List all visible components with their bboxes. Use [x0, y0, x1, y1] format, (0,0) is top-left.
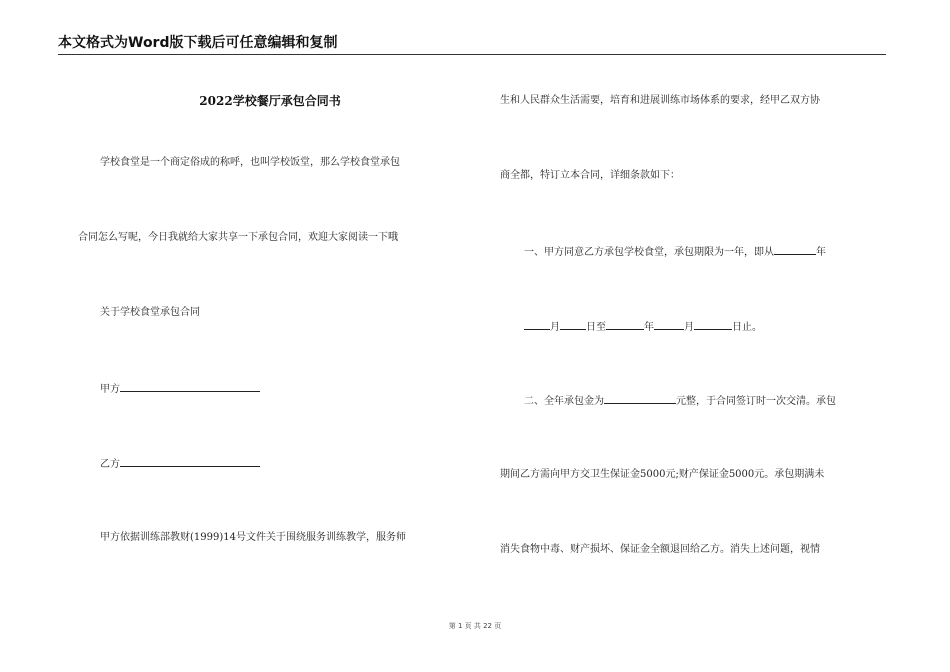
- document-title: 2022学校餐厅承包合同书: [199, 94, 341, 108]
- start-month-label: 月: [550, 322, 560, 333]
- end-month-blank: [654, 319, 684, 330]
- right-line-7: 消失食物中毒、财产损坏、保证金全额退回给乙方。消失上述问题，视情: [500, 544, 820, 555]
- end-year-blank: [606, 319, 644, 330]
- right-clause-1-line-1: [524, 244, 826, 260]
- right-clause-2-line-1: [524, 393, 836, 409]
- right-line-6: 期间乙方需向甲方交卫生保证金5000元;财产保证金5000元。承包期满未: [500, 469, 825, 480]
- annual-fee-blank: [604, 393, 676, 404]
- party-a-line: [100, 381, 260, 397]
- party-b-label: 乙方: [100, 459, 120, 470]
- end-month-label: 月: [684, 322, 694, 333]
- clause-1-text: 一、甲方同意乙方承包学校食堂，承包期限为一年，即从: [524, 247, 774, 258]
- end-year-label: 年: [644, 322, 654, 333]
- end-day-blank: [694, 319, 732, 330]
- clause-1-year: 年: [816, 247, 826, 258]
- left-paragraph-1-line-2: 合同怎么写呢，今日我就给大家共享一下承包合同，欢迎大家阅读一下哦: [78, 232, 398, 243]
- right-line-1: 生和人民群众生活需要，培育和进展训练市场体系的要求，经甲乙双方协: [500, 95, 820, 106]
- left-paragraph-1-line-1: 学校食堂是一个商定俗成的称呼，也叫学校饭堂，那么学校食堂承包: [100, 157, 400, 168]
- start-month-blank: [524, 319, 550, 330]
- start-year-blank: [774, 244, 816, 255]
- left-paragraph-3-line-1: 甲方依据训练部教财(1999)14号文件关于围绕服务训练教学，服务师: [100, 532, 406, 543]
- clause-2-text: 二、全年承包金为: [524, 396, 604, 407]
- right-clause-1-line-2: [524, 319, 762, 335]
- party-b-blank: [120, 456, 260, 467]
- left-paragraph-2: 关于学校食堂承包合同: [100, 307, 200, 318]
- page-number: 第 1 页 共 22 页: [448, 622, 502, 630]
- day-to-label: 日至: [586, 322, 606, 333]
- party-a-label: 甲方: [100, 384, 120, 395]
- clause-2-text-cont: 元整，于合同签订时一次交清。承包: [676, 396, 836, 407]
- end-day-label: 日止。: [732, 322, 762, 333]
- header-text: 本文格式为Word版下载后可任意编辑和复制: [58, 35, 338, 51]
- party-b-line: [100, 456, 260, 472]
- page-header: [58, 34, 886, 55]
- party-a-blank: [120, 381, 260, 392]
- right-line-2: 商全都，特订立本合同，详细条款如下：: [500, 170, 680, 181]
- start-day-blank: [560, 319, 586, 330]
